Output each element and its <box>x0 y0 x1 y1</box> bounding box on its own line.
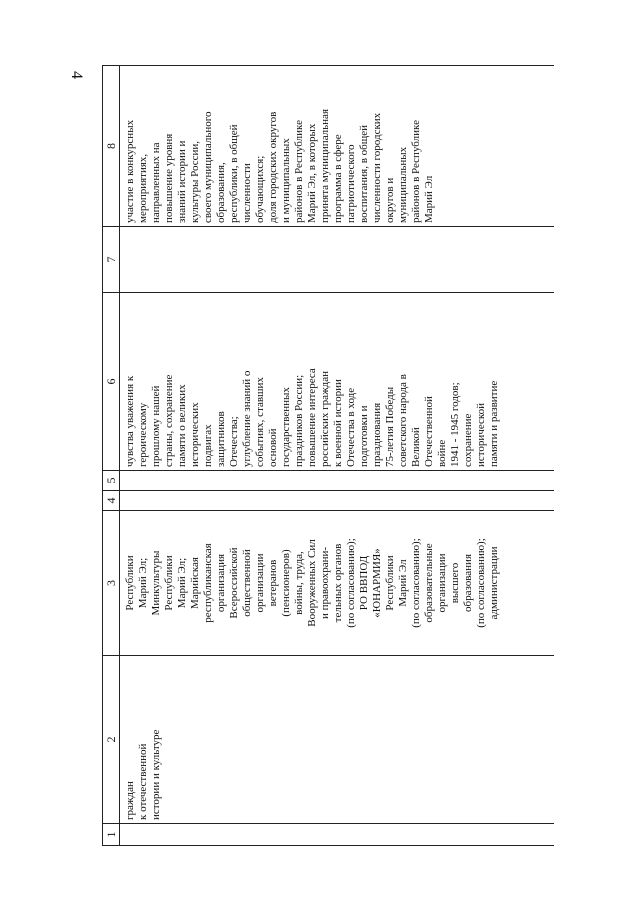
cell-line: и муниципальных <box>280 138 292 223</box>
cell-line: организации <box>254 553 266 613</box>
cell-line: и правоохрани- <box>319 546 331 620</box>
cell-line: истории и культуре <box>150 729 162 820</box>
cell-line: российских граждан <box>319 370 331 467</box>
cell-line: к военной истории <box>332 379 344 467</box>
cell-line: Марий Эл <box>423 175 435 223</box>
cell-line: советского народа в <box>397 374 409 467</box>
cell-line: численности городских <box>371 112 383 223</box>
cell-col-5 <box>120 471 555 491</box>
cell-line: организации <box>436 553 448 613</box>
cell-line: Вооруженных Сил <box>306 539 318 627</box>
cell-col-8 <box>120 66 555 227</box>
cell-col-7 <box>120 227 555 293</box>
header-row <box>103 66 120 846</box>
cell-line: 1941 - 1945 годов; <box>449 382 461 467</box>
cell-line: обучающихся; <box>254 155 266 223</box>
cell-line: Минкультуры <box>150 550 162 616</box>
column-header-2: 2 <box>103 656 120 824</box>
cell-line: районов в Республике <box>293 120 305 223</box>
cell-line: «ЮНАРМИЯ» <box>371 548 383 618</box>
column-header-6: 6 <box>103 293 120 471</box>
cell-line: подвигах <box>202 424 214 467</box>
cell-line: численности <box>241 163 253 223</box>
page-number: 4 <box>68 71 85 79</box>
cell-line: воспитания, в общей <box>358 125 370 223</box>
cell-line: (по согласованию); <box>410 538 422 628</box>
cell-line: повышение интереса <box>306 368 318 467</box>
cell-line: Республики <box>163 555 175 611</box>
cell-line: чувства уважения к <box>124 375 136 467</box>
cell-line: муниципальных <box>397 146 409 223</box>
cell-line: Отечества в ходе <box>345 387 357 467</box>
cell-line: направленных на <box>150 142 162 223</box>
cell-line: ветеранов <box>267 559 279 607</box>
cell-line: Великой <box>410 427 422 467</box>
cell-line: Марий Эл, в которых <box>306 123 318 223</box>
cell-line: войне <box>436 439 448 467</box>
cell-line: образования, <box>215 162 227 223</box>
column-header-7: 7 <box>103 227 120 293</box>
cell-line: защитников <box>215 411 227 467</box>
cell-line: Республики <box>384 555 396 611</box>
cell-line: памяти и развитие <box>488 380 500 467</box>
cell-line: Отечественной <box>423 396 435 467</box>
cell-line: исторической <box>475 402 487 467</box>
cell-line: Марий Эл; <box>176 557 188 609</box>
cell-line: Марий Эл <box>397 559 409 607</box>
table-row <box>120 66 555 846</box>
column-header-1: 1 <box>103 824 120 846</box>
cell-col-3 <box>120 511 555 656</box>
cell-line: основой <box>267 428 279 467</box>
cell-line: РО ВВПОД <box>358 555 370 611</box>
cell-line: администрации <box>488 546 500 620</box>
cell-line: страны, сохранение <box>163 374 175 467</box>
cell-line: 75-летия Победы <box>384 386 396 467</box>
cell-line: районов в Республике <box>410 120 422 223</box>
cell-line: праздников России; <box>293 374 305 467</box>
cell-line: доля городских округов <box>267 111 279 223</box>
cell-line: (по согласованию); <box>345 538 357 628</box>
cell-line: образовательные <box>423 543 435 623</box>
cell-col-4 <box>120 491 555 511</box>
cell-line: своего муниципального <box>202 111 214 223</box>
cell-col-2 <box>120 656 555 824</box>
cell-line: Марийская <box>189 557 201 609</box>
cell-line: патриотического <box>345 144 357 223</box>
cell-line: повышение уровня <box>163 133 175 223</box>
program-table <box>102 65 554 846</box>
cell-line: организация <box>215 553 227 613</box>
rotated-table-sheet <box>102 66 560 846</box>
cell-line: участие в конкурсных <box>124 119 136 223</box>
column-header-5: 5 <box>103 471 120 491</box>
cell-line: празднования <box>371 402 383 467</box>
cell-line: общественной <box>241 549 253 617</box>
cell-line: памяти о великих <box>176 384 188 467</box>
column-header-4: 4 <box>103 491 120 511</box>
cell-line: войны, труда, <box>293 551 305 615</box>
cell-line: мероприятиях, <box>137 153 149 223</box>
cell-line: культуры России, <box>189 140 201 223</box>
cell-line: принята муниципальная <box>319 108 331 223</box>
cell-line: Всероссийской <box>228 547 240 619</box>
cell-line: республики, в общей <box>228 124 240 223</box>
cell-line: государственных <box>280 387 292 467</box>
cell-line: сохранение <box>462 413 474 467</box>
cell-line: (пенсионеров) <box>280 549 292 617</box>
cell-line: подготовки и <box>358 405 370 467</box>
cell-line: Отечества; <box>228 416 240 467</box>
cell-line: событиях, ставших <box>254 377 266 467</box>
cell-line: Марий Эл; <box>137 557 149 609</box>
cell-line: прошлому нашей <box>150 385 162 467</box>
column-header-8: 8 <box>103 66 120 227</box>
cell-line: округов и <box>384 177 396 223</box>
cell-line: высшего <box>449 562 461 604</box>
cell-line: республиканская <box>202 543 214 623</box>
cell-col-6 <box>120 293 555 471</box>
cell-line: (по согласованию); <box>475 538 487 628</box>
cell-col-1 <box>120 824 555 846</box>
cell-line: программа в сфере <box>332 134 344 223</box>
cell-line: тельных органов <box>332 543 344 623</box>
column-header-3: 3 <box>103 511 120 656</box>
cell-line: к отечественной <box>137 743 149 820</box>
cell-line: углубление знаний о <box>241 370 253 467</box>
cell-line: исторических <box>189 402 201 467</box>
cell-line: знаний истории и <box>176 140 188 223</box>
cell-line: Республики <box>124 555 136 611</box>
cell-line: героическому <box>137 402 149 467</box>
cell-line: граждан <box>124 781 136 820</box>
cell-line: образования <box>462 553 474 613</box>
